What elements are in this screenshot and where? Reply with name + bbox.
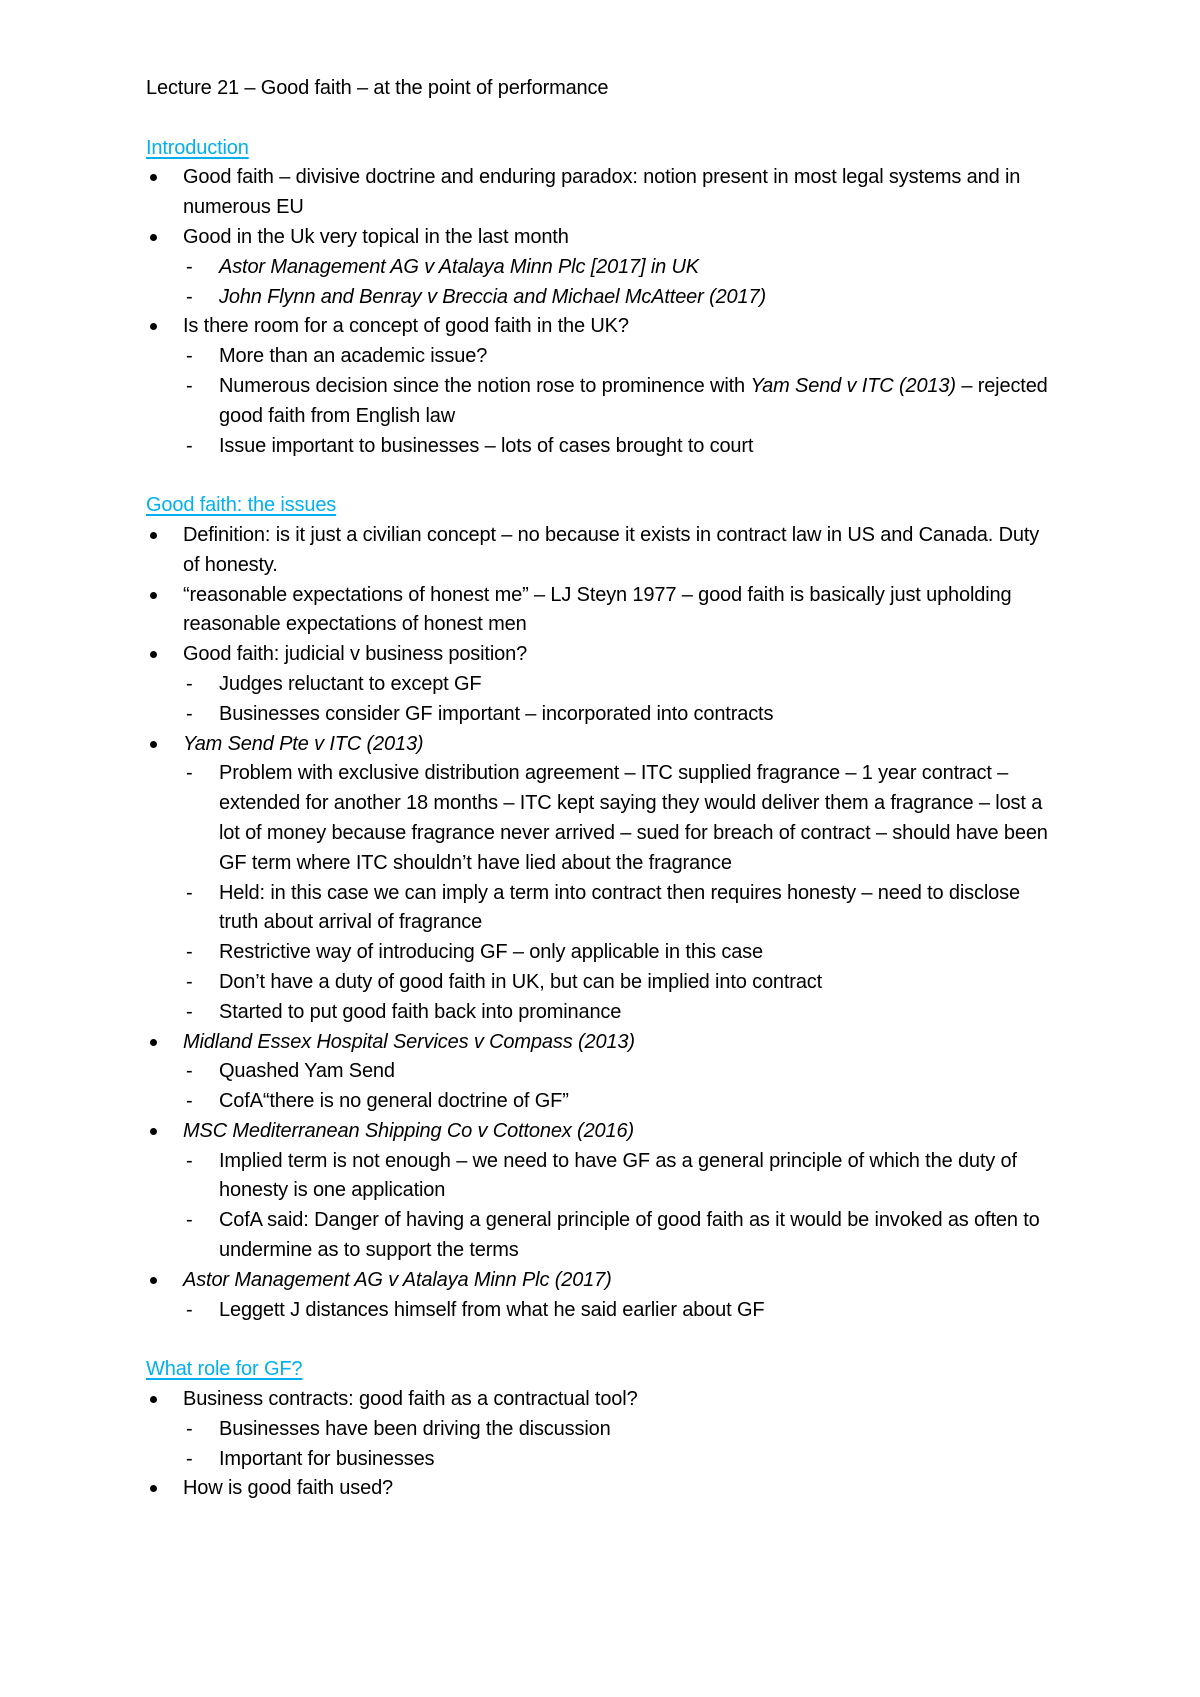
case-citation: MSC Mediterranean Shipping Co v Cottonex (2016) xyxy=(183,1119,634,1142)
bullet-text: Business contracts: good faith as a contractual tool? xyxy=(183,1388,638,1411)
dash-marker: - xyxy=(186,702,193,725)
sub-text: Quashed Yam Send xyxy=(219,1060,395,1083)
bullet-dot-icon xyxy=(150,1039,157,1046)
sub-item xyxy=(183,670,1050,700)
sub-item xyxy=(183,1445,1050,1475)
sub-item xyxy=(183,283,1050,313)
bullet-text: Good in the Uk very topical in the last month xyxy=(183,225,569,248)
sub-text: Businesses consider GF important – incorporated into contracts xyxy=(219,702,774,725)
sub-text: Implied term is not enough – we need to have GF as a general principle of which the duty of honesty is one application xyxy=(219,1149,1017,1202)
dash-marker: - xyxy=(186,1000,193,1023)
bullet-item xyxy=(146,312,1050,461)
dash-marker: - xyxy=(186,1417,193,1440)
sub-item xyxy=(183,1415,1050,1445)
dash-marker: - xyxy=(186,1060,193,1083)
section-heading: What role for GF? xyxy=(146,1358,303,1381)
sub-list xyxy=(183,1057,1050,1117)
bullet-item xyxy=(146,581,1050,641)
bullet-list xyxy=(146,163,1050,461)
sub-text: – rejected good faith from English law xyxy=(219,374,1048,427)
sub-text: Don’t have a duty of good faith in UK, but can be implied into contract xyxy=(219,970,823,993)
bullet-text: Good faith: judicial v business position? xyxy=(183,643,528,666)
sub-text: Started to put good faith back into prominance xyxy=(219,1000,622,1023)
bullet-item xyxy=(146,521,1050,581)
sub-item xyxy=(183,938,1050,968)
dash-marker: - xyxy=(186,1298,193,1321)
bullet-item xyxy=(146,730,1050,1028)
sub-text: Held: in this case we can imply a term into contract then requires honesty – need to disclose truth about arrival of fragrance xyxy=(219,881,1020,934)
sub-list xyxy=(183,1415,1050,1475)
bullet-item xyxy=(146,223,1050,312)
sub-list xyxy=(183,342,1050,461)
dash-marker: - xyxy=(186,285,193,308)
bullet-dot-icon xyxy=(150,1128,157,1135)
sub-item xyxy=(183,372,1050,432)
bullet-dot-icon xyxy=(150,1277,157,1284)
bullet-dot-icon xyxy=(150,174,157,181)
case-citation: Astor Management AG v Atalaya Minn Plc [2017] in UK xyxy=(219,255,699,278)
bullet-item xyxy=(146,163,1050,223)
sub-item xyxy=(183,879,1050,939)
dash-marker: - xyxy=(186,881,193,904)
sub-list xyxy=(183,253,1050,313)
bullet-text: Definition: is it just a civilian concept – no because it exists in contract law in US and Canada. Duty of honesty. xyxy=(183,523,1040,576)
bullet-item xyxy=(146,1266,1050,1326)
section xyxy=(146,1355,1050,1504)
bullet-text: How is good faith used? xyxy=(183,1477,394,1500)
bullet-list xyxy=(146,1385,1050,1504)
sub-item xyxy=(183,432,1050,462)
bullet-item xyxy=(146,1385,1050,1474)
sub-text: Judges reluctant to except GF xyxy=(219,672,482,695)
bullet-item xyxy=(146,1474,1050,1504)
dash-marker: - xyxy=(186,345,193,368)
sub-text: More than an academic issue? xyxy=(219,345,488,368)
sub-item xyxy=(183,759,1050,878)
sub-text: CofA said: Danger of having a general principle of good faith as it would be invoked as often to undermine as to support the terms xyxy=(219,1209,1040,1262)
bullet-dot-icon xyxy=(150,532,157,539)
sub-text: Numerous decision since the notion rose to prominence with xyxy=(219,374,751,397)
case-citation: Astor Management AG v Atalaya Minn Plc (2017) xyxy=(183,1268,612,1291)
sub-item xyxy=(183,700,1050,730)
dash-marker: - xyxy=(186,1447,193,1470)
case-citation: Midland Essex Hospital Services v Compass (2013) xyxy=(183,1030,635,1053)
sub-text: Leggett J distances himself from what he said earlier about GF xyxy=(219,1298,765,1321)
section xyxy=(146,491,1050,1325)
bullet-text: Good faith – divisive doctrine and enduring paradox: notion present in most legal systems and in numerous EU xyxy=(183,166,1021,219)
dash-marker: - xyxy=(186,1149,193,1172)
sub-item xyxy=(183,342,1050,372)
dash-marker: - xyxy=(186,970,193,993)
bullet-item xyxy=(146,1117,1050,1266)
dash-marker: - xyxy=(186,434,193,457)
bullet-text: “reasonable expectations of honest me” – LJ Steyn 1977 – good faith is basically just upholding reasonable expectations of honest men xyxy=(183,583,1012,636)
bullet-dot-icon xyxy=(150,1485,157,1492)
bullet-item xyxy=(146,1028,1050,1117)
case-citation: John Flynn and Benray v Breccia and Michael McAtteer (2017) xyxy=(219,285,766,308)
dash-marker: - xyxy=(186,762,193,785)
sub-text: Important for businesses xyxy=(219,1447,435,1470)
sub-text: Restrictive way of introducing GF – only applicable in this case xyxy=(219,941,763,964)
bullet-item xyxy=(146,640,1050,729)
sub-text: Problem with exclusive distribution agreement – ITC supplied fragrance – 1 year contract – extended for another 18 months – ITC kept saying they would deliver them a fragrance – lost a lot of money because fragrance never arrived – sued for breach of contract – should have been GF term where ITC shouldn’t have lied about the fragrance xyxy=(219,762,1048,874)
sub-text: CofA“there is no general doctrine of GF” xyxy=(219,1090,569,1113)
section-heading: Good faith: the issues xyxy=(146,494,337,517)
dash-marker: - xyxy=(186,374,193,397)
dash-marker: - xyxy=(186,941,193,964)
section-heading: Introduction xyxy=(146,136,249,159)
sub-item xyxy=(183,1206,1050,1266)
bullet-dot-icon xyxy=(150,592,157,599)
sub-text: Businesses have been driving the discussion xyxy=(219,1417,611,1440)
bullet-list xyxy=(146,521,1050,1326)
dash-marker: - xyxy=(186,255,193,278)
sub-item xyxy=(183,253,1050,283)
sub-item xyxy=(183,1087,1050,1117)
sub-list xyxy=(183,670,1050,730)
sub-item xyxy=(183,1147,1050,1207)
case-citation: Yam Send v ITC (2013) xyxy=(750,374,956,397)
sub-item xyxy=(183,1057,1050,1087)
bullet-dot-icon xyxy=(150,323,157,330)
sub-list xyxy=(183,1147,1050,1266)
page-title: Lecture 21 – Good faith – at the point of performance xyxy=(146,77,609,99)
dash-marker: - xyxy=(186,672,193,695)
dash-marker: - xyxy=(186,1209,193,1232)
bullet-text: Is there room for a concept of good faith in the UK? xyxy=(183,315,629,338)
case-citation: Yam Send Pte v ITC (2013) xyxy=(183,732,424,755)
dash-marker: - xyxy=(186,1090,193,1113)
bullet-dot-icon xyxy=(150,651,157,658)
sub-item xyxy=(183,1296,1050,1326)
bullet-dot-icon xyxy=(150,1396,157,1403)
document-body xyxy=(146,134,1050,1505)
bullet-dot-icon xyxy=(150,234,157,241)
sub-item xyxy=(183,968,1050,998)
sub-text: Issue important to businesses – lots of cases brought to court xyxy=(219,434,754,457)
section xyxy=(146,134,1050,462)
sub-list xyxy=(183,759,1050,1027)
sub-item xyxy=(183,998,1050,1028)
sub-list xyxy=(183,1296,1050,1326)
bullet-dot-icon xyxy=(150,741,157,748)
